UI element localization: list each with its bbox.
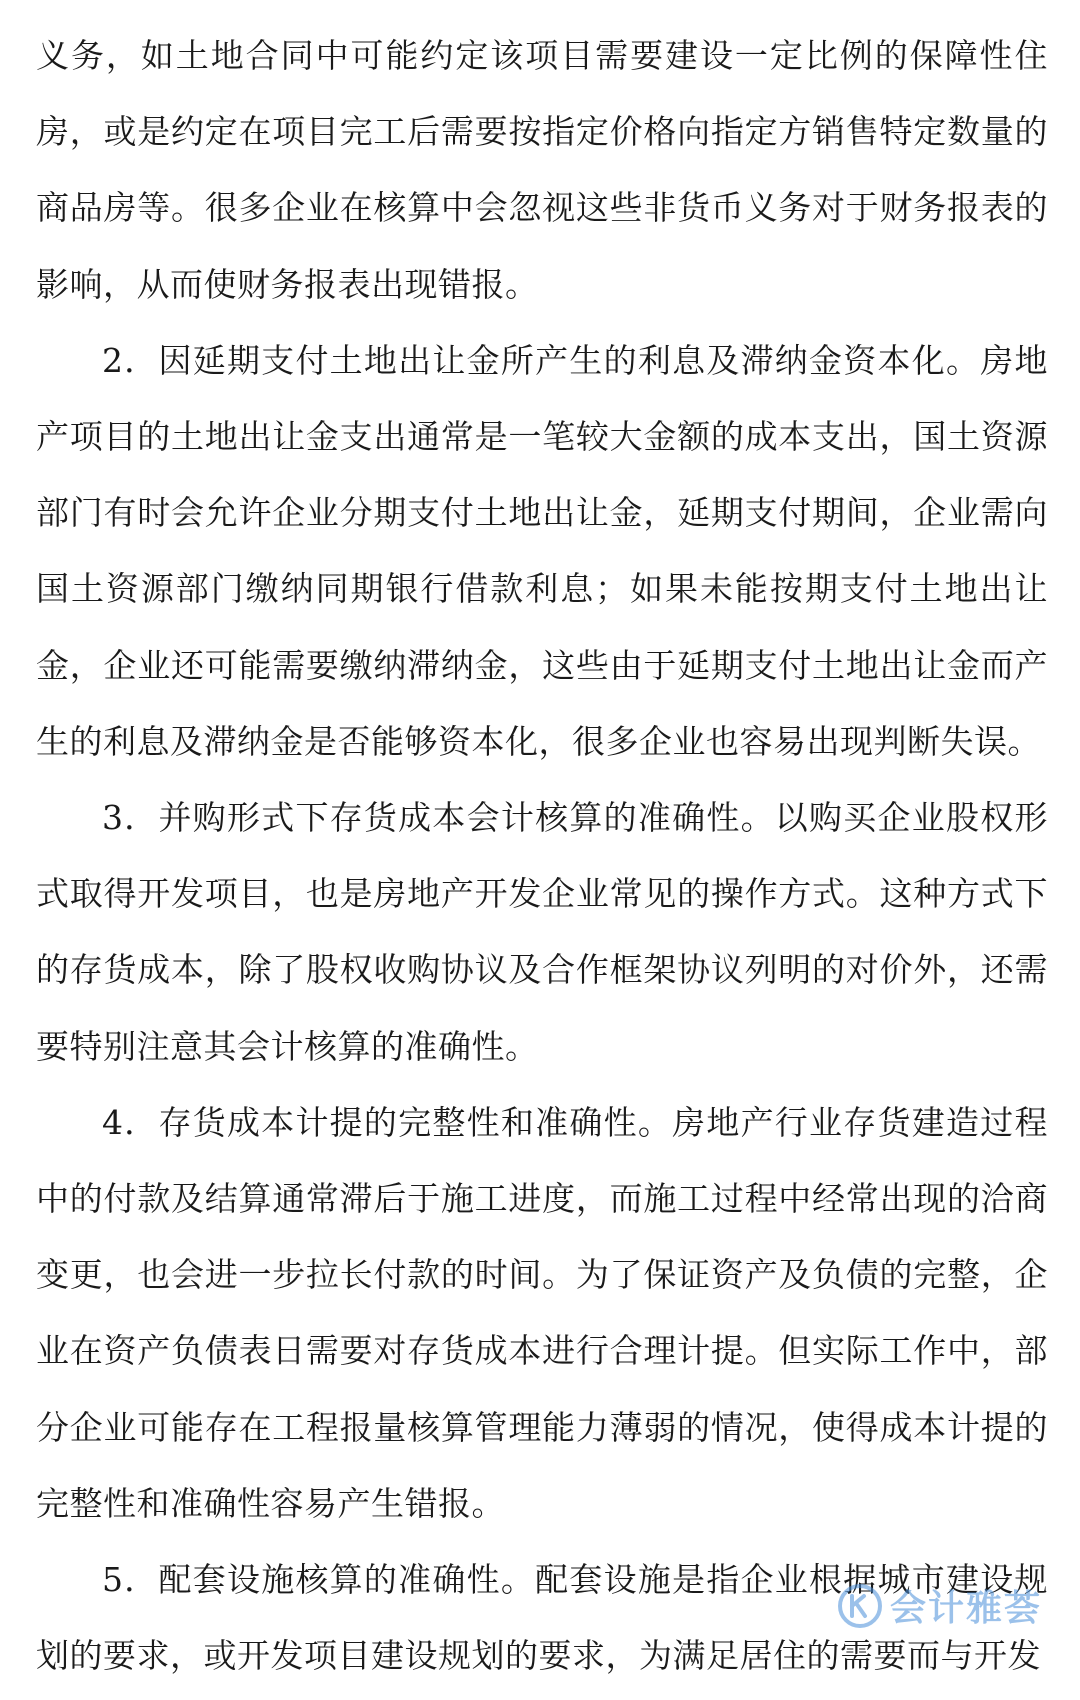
watermark-text: 会计雅荟 bbox=[889, 1588, 1042, 1629]
paragraph-continued: 义务，如土地合同中可能约定该项目需要建设一定比例的保障性住房，或是约定在项目完工后需要按指定价格向指定方销售特定数量的商品房等。很多企业在核算中会忽视这些非货币义务对于财务报表的影响，从而使财务报表出现错报。 bbox=[36, 36, 1048, 304]
paragraph-item-5: 5．配套设施核算的准确性。配套设施是指企业根据城市建设规划的要求，或开发项目建设规划的要求，为满足居住的需要而与开发 bbox=[36, 1560, 1048, 1676]
document-body bbox=[36, 18, 1048, 1694]
paragraph-item-3: 3．并购形式下存货成本会计核算的准确性。以购买企业股权形式取得开发项目，也是房地产开发企业常见的操作方式。这种方式下的存货成本，除了股权收购协议及合作框架协议列明的对价外，还需要特别注意其会计核算的准确性。 bbox=[36, 798, 1048, 1066]
paragraph-item-2: 2．因延期支付土地出让金所产生的利息及滞纳金资本化。房地产项目的土地出让金支出通常是一笔较大金额的成本支出，国土资源部门有时会允许企业分期支付土地出让金，延期支付期间，企业需向国土资源部门缴纳同期银行借款利息；如果未能按期支付土地出让金，企业还可能需要缴纳滞纳金，这些由于延期支付土地出让金而产生的利息及滞纳金是否能够资本化，很多企业也容易出现判断失误。 bbox=[36, 340, 1048, 761]
paragraph-item-4: 4．存货成本计提的完整性和准确性。房地产行业存货建造过程中的付款及结算通常滞后于施工进度，而施工过程中经常出现的洽商变更，也会进一步拉长付款的时间。为了保证资产及负债的完整，企业在资产负债表日需要对存货成本进行合理计提。但实际工作中，部分企业可能存在工程报量核算管理能力薄弱的情况，使得成本计提的完整性和准确性容易产生错报。 bbox=[36, 1102, 1048, 1523]
